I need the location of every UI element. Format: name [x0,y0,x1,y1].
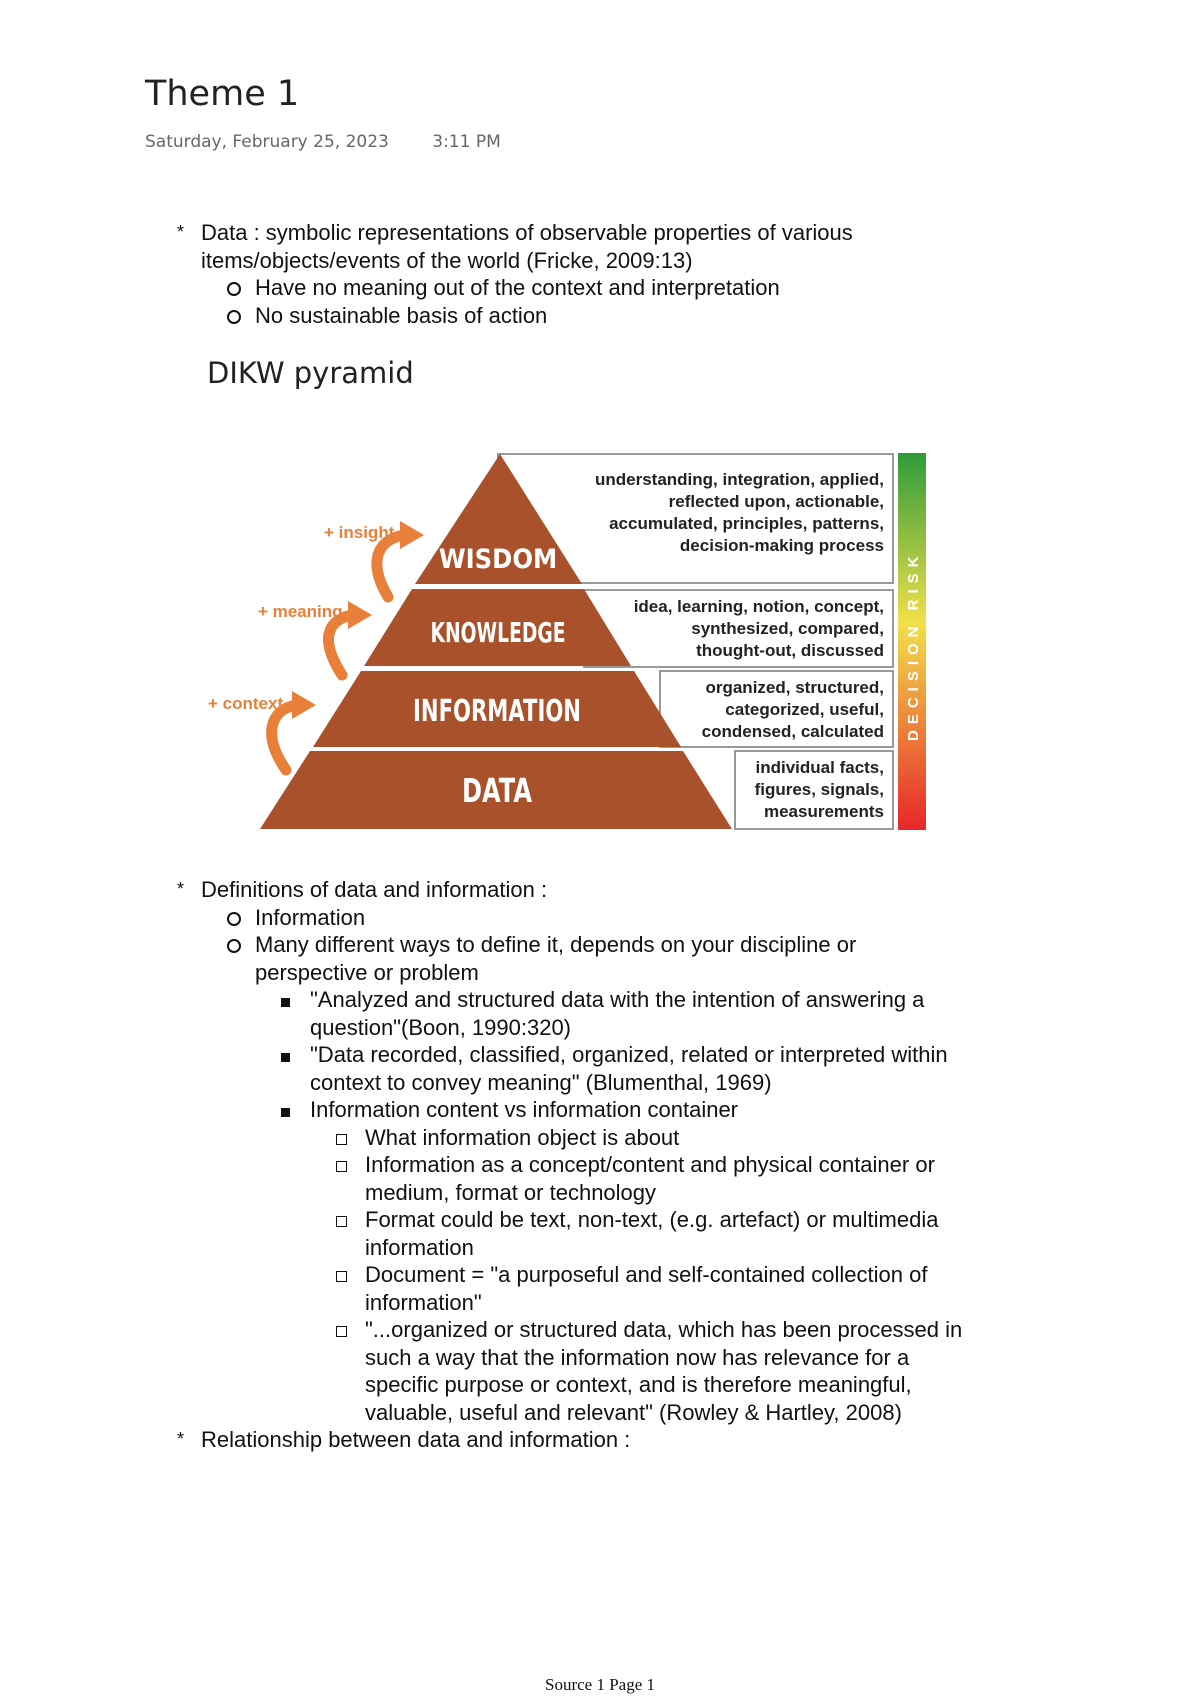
outline-square-bullet-icon [336,1316,347,1344]
wisdom-label: WISDOM [438,544,558,575]
list-item: * Relationship between data and information : [177,1427,631,1452]
list-item-continuation: perspective or problem [255,959,479,985]
circle-bullet-icon [227,274,241,303]
list-item-continuation: valuable, useful and relevant" (Rowley & Hartley, 2008) [365,1399,902,1425]
list-item: Information as a concept/content and physical container or [175,1151,1075,1179]
dikw-pyramid-figure [200,445,940,835]
pyramid-title: DIKW pyramid [207,356,414,390]
knowledge-desc-line: thought-out, discussed [696,641,884,660]
insight-label: + insight [324,523,395,542]
list-item: Document = "a purposeful and self-contained collection of [175,1261,1075,1289]
list-item: Many different ways to define it, depends on your discipline or [175,931,1075,959]
outline-square-bullet-icon [336,1261,347,1289]
meaning-label: + meaning [258,602,343,621]
circle-bullet-icon [227,302,241,331]
list-item-continuation: information [365,1234,474,1260]
list-item-continuation: context to convey meaning" (Blumenthal, 1969) [310,1069,772,1095]
asterisk-bullet-icon: * [177,1429,185,1449]
context-label: + context [208,694,284,713]
outline-square-bullet-icon [336,1151,347,1179]
list-item-continuation: information" [365,1289,482,1315]
list-item: Information [175,904,1075,932]
list-item: "Data recorded, classified, organized, related or interpreted within [175,1041,1075,1069]
list-item: Information content vs information container [175,1096,1075,1124]
wisdom-desc-line: accumulated, principles, patterns, [609,514,884,533]
list-item: What information object is about [175,1124,1075,1152]
list-item: Have no meaning out of the context and interpretation [175,274,1075,302]
list-item-continuation: question"(Boon, 1990:320) [310,1014,572,1040]
page-meta [145,132,539,152]
wisdom-desc-line: reflected upon, actionable, [668,492,884,511]
list-item-continuation: medium, format or technology [365,1179,657,1205]
information-label: INFORMATION [413,694,581,729]
data-desc-line: figures, signals, [754,780,884,799]
information-desc-line: categorized, useful, [725,700,884,719]
information-desc-line: organized, structured, [705,678,884,697]
outline-square-bullet-icon [336,1206,347,1234]
knowledge-label: KNOWLEDGE [430,616,566,649]
data-desc-line: individual facts, [755,758,884,777]
list-item: "...organized or structured data, which has been processed in [175,1316,1075,1344]
list-item-continuation: such a way that the information now has relevance for a [365,1344,910,1370]
list-item: No sustainable basis of action [175,302,1075,330]
page-footer: Source 1 Page 1 [544,1675,655,1694]
circle-bullet-icon [227,931,241,960]
decision-risk-label: DECISION RISK [905,550,922,741]
definitions-content [175,876,1075,1454]
circle-bullet-icon [227,904,241,933]
information-desc-line: condensed, calculated [701,722,884,741]
note-content [175,219,1075,329]
list-item-continuation: items/objects/events of the world (Fricke, 2009:13) [201,247,693,273]
list-item: Format could be text, non-text, (e.g. artefact) or multimedia [175,1206,1075,1234]
data-label: DATA [462,771,533,810]
square-bullet-icon [281,1041,290,1069]
list-item-continuation: specific purpose or context, and is therefore meaningful, [365,1372,912,1397]
knowledge-desc-line: synthesized, compared, [691,619,884,638]
square-bullet-icon [281,1096,290,1124]
outline-square-bullet-icon [336,1124,347,1152]
list-item: * Definitions of data and information : [177,877,548,902]
knowledge-desc-line: idea, learning, notion, concept, [633,597,884,616]
page-title: Theme 1 [145,74,300,114]
square-bullet-icon [281,986,290,1014]
asterisk-bullet-icon: * [177,222,185,242]
insight-arrow-icon [377,535,404,597]
wisdom-desc-line: decision-making process [679,536,884,555]
wisdom-desc-line: understanding, integration, applied, [594,470,884,489]
list-item: * Data : symbolic representations of observable properties of various [177,220,853,245]
page-time: 3:11 PM [432,132,501,152]
page-date: Saturday, February 25, 2023 [145,132,389,152]
data-desc-line: measurements [763,802,884,821]
list-item: "Analyzed and structured data with the intention of answering a [175,986,1075,1014]
asterisk-bullet-icon: * [177,879,185,899]
